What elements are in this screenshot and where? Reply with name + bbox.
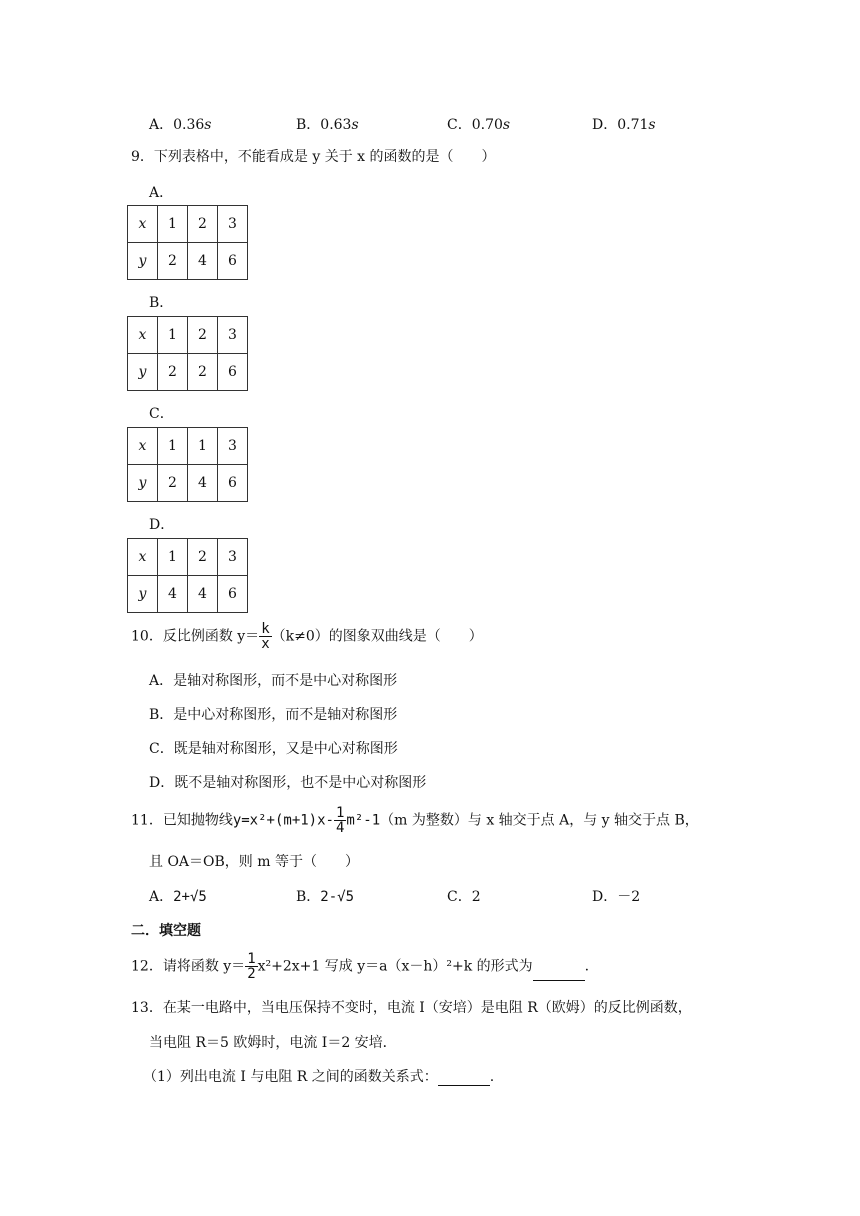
table-cell: 1 <box>158 539 188 576</box>
q11-formula: y=x²+(m+1)x- <box>232 812 334 829</box>
table-cell: 6 <box>218 576 248 613</box>
q9-table-c <box>127 427 248 502</box>
q11-option-c: C．2 <box>447 889 481 905</box>
q9-table-b <box>127 316 248 391</box>
q10-option-c: C．既是轴对称图形，又是中心对称图形 <box>149 741 398 757</box>
table-cell: 3 <box>218 206 248 243</box>
table-cell: 6 <box>218 354 248 391</box>
q13-line1: 13．在某一电路中，当电压保持不变时，电流 I（安培）是电阻 R（欧姆）的反比例函数， <box>131 1000 692 1016</box>
table-cell: 1 <box>158 428 188 465</box>
q8-option-d: D．0.71s <box>592 117 656 133</box>
table-cell: 6 <box>218 465 248 502</box>
table-cell: x <box>128 206 158 243</box>
table-cell: x <box>128 428 158 465</box>
table-cell: y <box>128 465 158 502</box>
table-cell: y <box>128 354 158 391</box>
q11-option-a: A．2+√5 <box>149 889 207 905</box>
q10-fraction: $\frac{k}{x}$ <box>261 621 270 652</box>
q9-label-b: B． <box>149 295 174 311</box>
q10-option-b: B．是中心对称图形，而不是轴对称图形 <box>149 707 398 723</box>
table-cell: 3 <box>218 428 248 465</box>
table-cell: 2 <box>188 539 218 576</box>
q12-stem: 12．请将函数 y＝ $\frac{1}{2}$ x²+2x+1 写成 y＝a（x－h）²+k 的形式为 . <box>131 951 590 982</box>
q11-line2: 且 OA＝OB，则 m 等于（ ） <box>149 854 359 870</box>
q9-table-a <box>127 205 248 280</box>
q11-option-d: D．－2 <box>592 889 641 905</box>
q12-fraction: $\frac{1}{2}$ <box>247 951 256 982</box>
section-heading: 二．填空题 <box>131 923 201 939</box>
q9-label-a: A． <box>149 185 174 201</box>
q13-line2: 当电阻 R＝5 欧姆时，电流 I＝2 安培． <box>149 1035 397 1051</box>
q13-line3: （1）列出电流 I 与电阻 R 之间的函数关系式： . <box>143 1069 495 1085</box>
table-cell: 3 <box>218 317 248 354</box>
q10-option-d: D．既不是轴对称图形，也不是中心对称图形 <box>149 775 427 791</box>
table-cell: 2 <box>188 317 218 354</box>
q9-label-c: C． <box>149 406 174 422</box>
table-cell: 6 <box>218 243 248 280</box>
table-cell: 2 <box>158 243 188 280</box>
q10-option-a: A．是轴对称图形，而不是中心对称图形 <box>149 673 398 689</box>
q8-option-a: A．0.36s <box>149 117 212 133</box>
table-cell: 4 <box>188 465 218 502</box>
q11-fraction: $\frac{1}{4}$ <box>335 805 345 836</box>
table-cell: y <box>128 243 158 280</box>
q13-answer-blank[interactable] <box>438 1071 490 1086</box>
table-cell: 1 <box>188 428 218 465</box>
q12-answer-blank[interactable] <box>533 966 585 981</box>
table-cell: x <box>128 539 158 576</box>
q9-table-d <box>127 538 248 613</box>
table-cell: y <box>128 576 158 613</box>
q9-stem: 9．下列表格中，不能看成是 y 关于 x 的函数的是（ ） <box>131 149 496 165</box>
q10-stem: 10．反比例函数 y＝ $\frac{k}{x}$ （k≠0）的图象双曲线是（ ） <box>131 621 483 652</box>
table-cell: 2 <box>158 465 188 502</box>
table-cell: 4 <box>158 576 188 613</box>
table-cell: 2 <box>158 354 188 391</box>
table-cell: 1 <box>158 317 188 354</box>
q11-option-b: B．2-√5 <box>296 889 355 905</box>
table-cell: 3 <box>218 539 248 576</box>
table-cell: 4 <box>188 576 218 613</box>
q9-label-d: D． <box>149 517 175 533</box>
q8-option-c: C．0.70s <box>447 117 511 133</box>
table-cell: 1 <box>158 206 188 243</box>
q8-option-b: B．0.63s <box>296 117 359 133</box>
q11-stem: 11．已知抛物线y=x²+(m+1)x- $\frac{1}{4}$ m²-1（m 为整数）与 x 轴交于点 A，与 y 轴交于点 B， <box>131 805 699 836</box>
table-cell: x <box>128 317 158 354</box>
table-cell: 4 <box>188 243 218 280</box>
table-cell: 2 <box>188 206 218 243</box>
table-cell: 2 <box>188 354 218 391</box>
